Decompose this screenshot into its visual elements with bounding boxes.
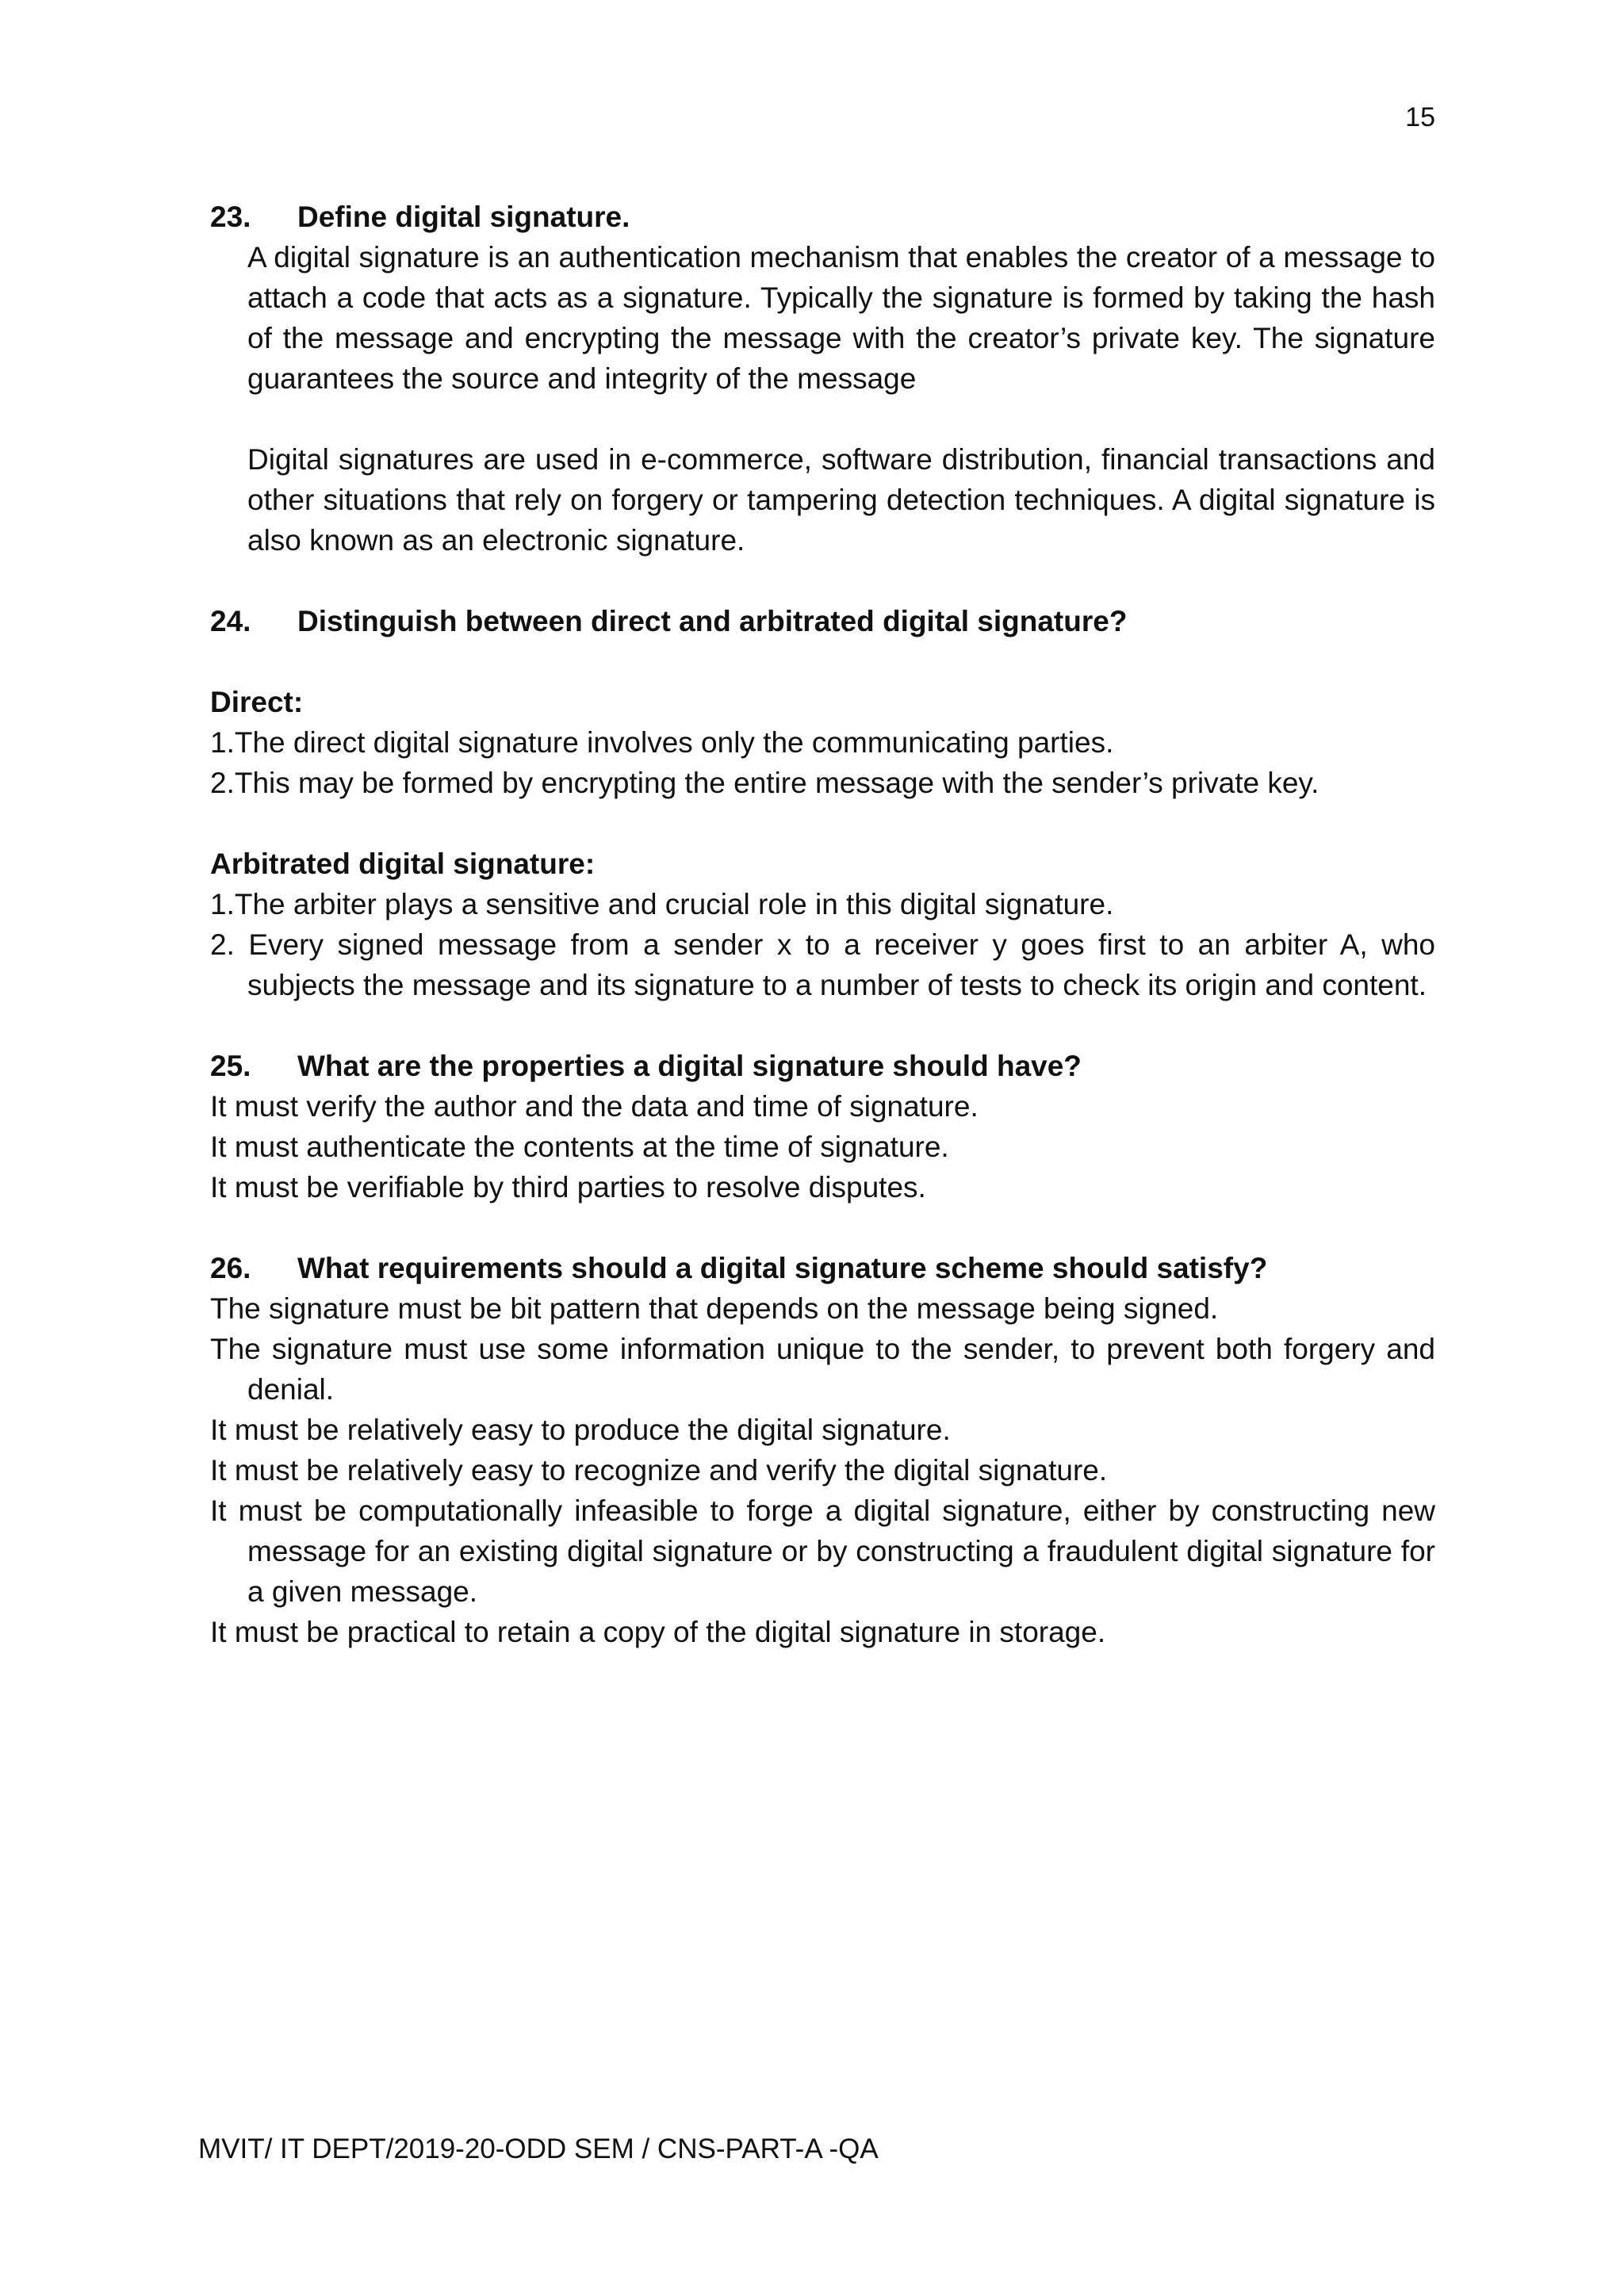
question-number: 26. [210, 1252, 251, 1284]
answer-line: 1.The direct digital signature involves only the communicating parties. [210, 726, 1114, 759]
question-number: 23. [210, 201, 251, 233]
question-24-heading [210, 601, 1435, 641]
answer-paragraph: Digital signatures are used in e-commerce, software distribution, financial transactions and other situations that rely on forgery or tampering detection techniques. A digital signature is also known as an electronic signature. [247, 443, 1435, 557]
answer-line: It must be computationally infeasible to forge a digital signature, either by constructing new message for an existing digital signature or by constructing a fraudulent digital signature for a given message. [210, 1494, 1435, 1608]
question-25-heading [210, 1046, 1435, 1086]
question-number: 25. [210, 1050, 251, 1082]
question-title: Define digital signature. [297, 201, 630, 233]
answer-line: 1.The arbiter plays a sensitive and crucial role in this digital signature. [210, 888, 1114, 920]
answer-line: The signature must be bit pattern that depends on the message being signed. [210, 1292, 1219, 1325]
question-title: What requirements should a digital signature scheme should satisfy? [297, 1252, 1268, 1284]
answer-line: It must be relatively easy to recognize and verify the digital signature. [210, 1454, 1108, 1487]
answer-line: It must be verifiable by third parties to resolve disputes. [210, 1171, 926, 1203]
arbitrated-heading: Arbitrated digital signature: [210, 848, 596, 880]
answer-line: The signature must use some information unique to the sender, to prevent both forgery and denial. [210, 1333, 1435, 1406]
answer-line: It must be relatively easy to produce the digital signature. [210, 1414, 951, 1446]
answer-line: 2. Every signed message from a sender x to a receiver y goes first to an arbiter A, who subjects the message and its signature to a number of tests to check its origin and content. [210, 928, 1435, 1001]
answer-line: It must authenticate the contents at the time of signature. [210, 1131, 949, 1163]
answer-line: It must verify the author and the data and time of signature. [210, 1090, 979, 1123]
answer-line: It must be practical to retain a copy of the digital signature in storage. [210, 1616, 1106, 1648]
answer-line: 2.This may be formed by encrypting the entire message with the sender’s private key. [210, 767, 1320, 799]
question-23-heading [210, 197, 1435, 237]
document-body [210, 197, 1435, 1652]
page-number: 15 [1405, 102, 1435, 132]
page-footer: MVIT/ IT DEPT/2019-20-ODD SEM / CNS-PART-A -QA [198, 2133, 879, 2164]
answer-paragraph: A digital signature is an authentication mechanism that enables the creator of a message to attach a code that acts as a signature. Typically the signature is formed by taking the hash of the message and encrypting the message with the creator’s private key. The signature guarantees the source and integrity of the message [247, 241, 1435, 395]
question-title: What are the properties a digital signature should have? [297, 1050, 1082, 1082]
question-number: 24. [210, 605, 251, 637]
question-26-heading [210, 1248, 1435, 1288]
question-title: Distinguish between direct and arbitrated digital signature? [297, 605, 1128, 637]
direct-heading: Direct: [210, 686, 304, 718]
